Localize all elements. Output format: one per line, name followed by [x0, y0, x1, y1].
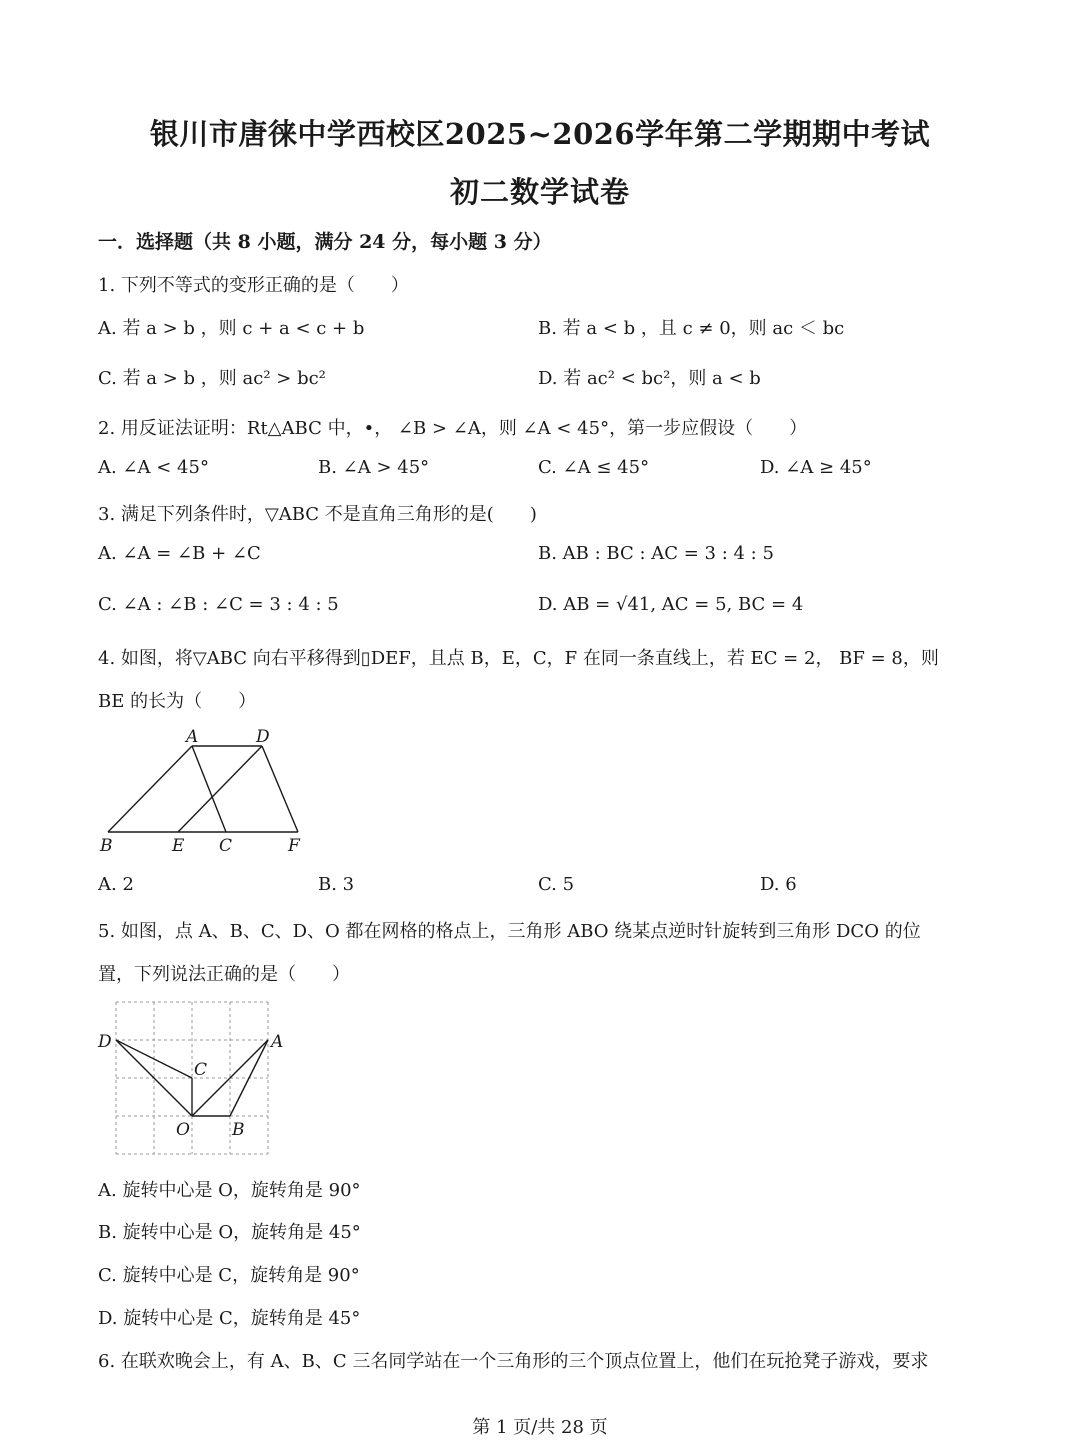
- segment-de: [178, 746, 262, 832]
- question-3-option-c: C. ∠A : ∠B : ∠C = 3 : 4 : 5: [98, 594, 339, 615]
- exam-subtitle: 初二数学试卷: [449, 175, 630, 209]
- question-3-option-a: A. ∠A = ∠B + ∠C: [98, 543, 261, 564]
- question-3-option-b: B. AB : BC : AC = 3 : 4 : 5: [538, 543, 774, 564]
- question-1-option-a: A. 若 a > b ，则 c + a < c + b: [98, 318, 365, 339]
- question-2-option-c: C. ∠A ≤ 45°: [538, 457, 650, 478]
- question-5-option-d: D. 旋转中心是 C，旋转角是 45°: [98, 1308, 361, 1329]
- exam-title: 银川市唐徕中学西校区2025~2026学年第二学期期中考试: [149, 117, 931, 151]
- question-1-option-d: D. 若 ac² < bc²，则 a < b: [538, 368, 761, 389]
- question-4-option-d: D. 6: [760, 874, 797, 895]
- page-footer: 第 1 页/共 28 页: [472, 1417, 608, 1438]
- question-2-option-b: B. ∠A > 45°: [318, 457, 430, 478]
- label-a: A: [186, 727, 199, 747]
- translation-figure: [96, 725, 316, 860]
- label-f: F: [288, 836, 300, 856]
- question-2-stem: 2. 用反证法证明：Rt△ABC 中，•， ∠B > ∠A，则 ∠A < 45°，第一步应假设（ ）: [98, 418, 808, 439]
- question-5-option-b: B. 旋转中心是 O，旋转角是 45°: [98, 1222, 361, 1243]
- question-3-option-d: D. AB = √41, AC = 5, BC = 4: [538, 594, 804, 615]
- question-4-option-b: B. 3: [318, 874, 355, 895]
- question-4-option-a: A. 2: [98, 874, 134, 895]
- question-6-stem: 6. 在联欢晚会上，有 A、B、C 三名同学站在一个三角形的三个顶点位置上，他们在玩抢凳子游戏，要求: [98, 1351, 929, 1372]
- section-heading: 一．选择题（共 8 小题，满分 24 分，每小题 3 分）: [98, 231, 552, 253]
- question-1-stem: 1. 下列不等式的变形正确的是（ ）: [98, 275, 409, 296]
- question-1-option-c: C. 若 a > b ，则 ac² > bc²: [98, 368, 326, 389]
- segment-ab: [108, 746, 192, 832]
- question-5-stem-line-1: 5. 如图，点 A、B、C、D、O 都在网格的格点上，三角形 ABO 绕某点逆时针旋转到三角形 DCO 的位: [98, 921, 921, 942]
- label-o: O: [176, 1120, 190, 1140]
- label-b: B: [232, 1120, 245, 1140]
- rotation-grid-figure: [94, 995, 294, 1160]
- question-4-option-c: C. 5: [538, 874, 575, 895]
- question-5-option-a: A. 旋转中心是 O，旋转角是 90°: [98, 1180, 361, 1201]
- label-c: C: [194, 1060, 208, 1080]
- question-2-option-a: A. ∠A < 45°: [98, 457, 209, 478]
- label-d: D: [98, 1032, 112, 1052]
- label-e: E: [172, 836, 185, 856]
- label-a: A: [271, 1032, 284, 1052]
- question-4-stem-line-2: BE 的长为（ ）: [98, 691, 257, 712]
- label-b: B: [100, 836, 113, 856]
- question-5-option-c: C. 旋转中心是 C，旋转角是 90°: [98, 1265, 360, 1286]
- question-2-option-d: D. ∠A ≥ 45°: [760, 457, 872, 478]
- label-c: C: [219, 836, 233, 856]
- question-1-option-b: B. 若 a < b ，且 c ≠ 0，则 ac ＜ bc: [538, 318, 845, 339]
- question-3-stem: 3. 满足下列条件时，▽ABC 不是直角三角形的是( ): [98, 504, 537, 525]
- question-5-stem-line-2: 置，下列说法正确的是（ ）: [98, 964, 350, 985]
- label-d: D: [256, 727, 270, 747]
- segment-df: [262, 746, 298, 832]
- question-4-stem-line-1: 4. 如图，将▽ABC 向右平移得到▯DEF，且点 B，E，C，F 在同一条直线上，若 EC = 2， BF = 8，则: [98, 648, 939, 669]
